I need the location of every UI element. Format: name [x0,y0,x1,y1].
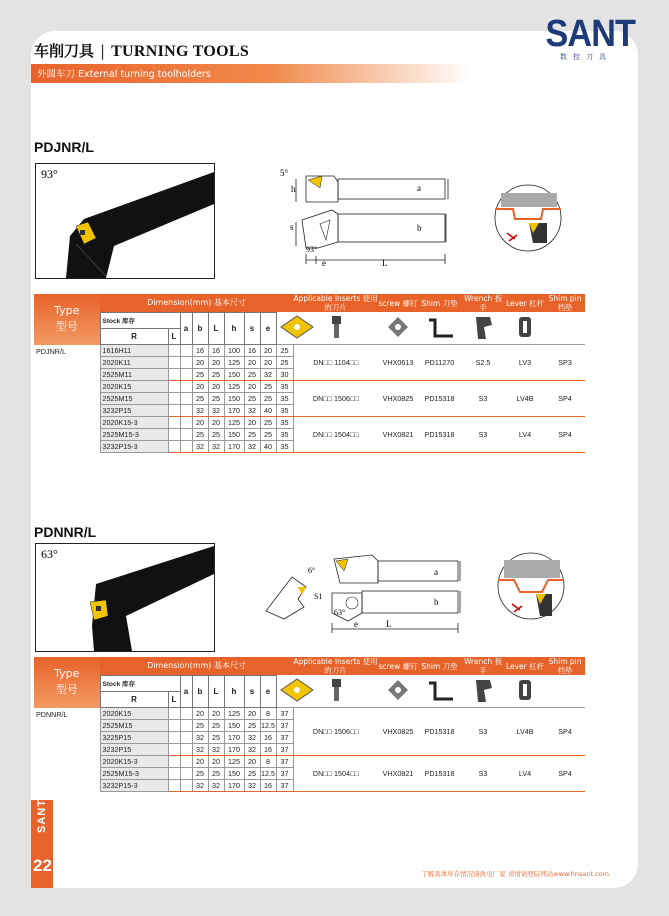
dim-cell: 25 [244,720,260,732]
side-tab [31,800,53,888]
dim-cell: 20 [260,345,276,357]
model-cell: 2525M15 [100,393,168,405]
page-title [34,40,249,61]
lever-cell: LV4B [505,381,545,417]
dim-cell: 20 [260,357,276,369]
logo-text: SANT [545,13,636,55]
dim-cell: 25 [276,357,293,369]
screw-cell: VHX0825 [378,381,418,417]
lever-cell: LV4 [505,756,545,792]
dim-cell: 25 [260,429,276,441]
screw-cell: VHX0613 [378,345,418,381]
dimension-header: Dimension(mm) 基本尺寸 [100,294,293,312]
application-diagram-pdjnr [493,183,563,253]
insert-cell: DN□□ 1506□□ [293,381,378,417]
lever-header: Lever 杠杆 [505,298,545,308]
wrench-header: Wrench 扳手 [463,294,503,312]
dim-cell: 32 [192,780,208,792]
label-a: a [417,183,421,193]
shim-cell: PD15318 [418,708,461,756]
dim-cell: 40 [260,405,276,417]
dim-cell: 12.5 [261,769,275,778]
wrench-cell: S2.5 [461,345,505,381]
spec-table-pdnnr: Type 型号 Dimension(mm) 基本尺寸 Applicable Inserts 使用的刀片 screw 螺钉 Shim 刀垫 Wrench 扳手 Lever 杠杆 Shim pin 档垫 Stock 库存 a b L h s e R L PDNNR/L 2020K15 20 20 125 20 8 37 DN□□ 1506□□ VHX0825 PD15318 S3 LV4B SP4 2525M15 25 25 150 25 12.5 37 3225P15 32 25 170 32 16 37 3232P15 32 32 170 32 16 37 2020K15-3 20 20 125 20 8 37 DN□□ 1504□□ VHX0821 PD15318 S3 LV4 SP4 2525M15-3 25 25 150 25 12.5 37 3232P15-3 32 32 170 32 16 37 [34,657,585,792]
label-L: L [386,619,392,629]
label-5deg: 5° [280,168,289,178]
model-cell: 2525M15 [100,720,168,732]
sant-logo [541,13,636,62]
model-cell: 3232P15-3 [100,780,168,792]
spec-table-pdjnr: Type 型号 Dimension(mm) 基本尺寸 Applicable Inserts 使用的刀片 screw 螺钉 Shim 刀垫 Wrench 扳手 Lever 杠杆 Shim pin 档垫 Stock 库存 a b L h s e R L PDJNR/L 1616H11 16 16 100 16 20 25 DN□□ 1104□□ VHX0613 PD11270 S2.5 LV3 SP3 2020K11 20 20 125 20 20 25 2525M11 25 25 150 25 32 30 2020K15 20 20 125 20 25 35 DN□□ 1506□□ VHX0825 PD15318 S3 LV4B SP4 2525M15 25 25 150 25 25 35 3232P15 32 32 170 32 40 35 2020K15-3 20 20 125 20 25 35 DN□□ 1504□□ VHX0821 PD15318 S3 LV4 SP4 2525M15-3 25 25 150 25 25 35 3232P15-3 32 32 170 32 40 35 [34,294,585,453]
model-cell: 3232P15-3 [100,441,168,453]
wrench-icon [418,312,461,345]
dim-cell: 20 [192,756,208,768]
stock-r-cell [168,405,180,417]
dim-cell: 20 [244,417,260,429]
dim-cell: 35 [276,441,293,453]
shim-pin-header: Shim pin 档垫 [548,657,582,675]
dim-cell: 40 [260,441,276,453]
label-e: e [354,619,358,629]
inserts-header: Applicable Inserts 使用的刀片 [293,294,378,312]
stock-l-cell [180,744,192,756]
stock-r-cell [168,441,180,453]
lever-header: Lever 杠杆 [505,661,545,671]
model-cell: 2020K15-3 [100,417,168,429]
r-header: R [100,691,168,707]
dim-cell: 37 [276,708,293,720]
dim-cell: 16 [260,780,276,792]
dim-cell: 32 [244,441,260,453]
dim-cell: 25 [244,369,260,381]
dim-cell: 25 [192,768,208,780]
model-cell: 3232P15 [100,744,168,756]
stock-l-cell [180,441,192,453]
type-header: Type 型号 [34,294,100,345]
model-cell: 3232P15 [100,405,168,417]
stock-l-cell [180,429,192,441]
stock-r-cell [168,720,180,732]
label-93deg: 93° [306,245,318,254]
dim-cell: 32 [244,744,260,756]
stock-l-cell [180,417,192,429]
wrench-cell: S3 [461,756,505,792]
tool-photo-pdjnr [35,163,215,279]
wrench-cell: S3 [461,381,505,417]
dim-cell: 32 [244,732,260,744]
dim-cell: 125 [224,417,244,429]
logo-subtext: 数控刀具 [560,53,612,61]
inserts-header: Applicable Inserts 使用的刀片 [293,657,378,675]
dim-cell: 16 [192,345,208,357]
model-cell: 1616H11 [100,345,168,357]
label-s: s [290,222,294,232]
dim-cell: 170 [224,780,244,792]
dim-cell: 125 [224,357,244,369]
l-header: L [168,328,180,344]
model-cell: 2525M11 [100,369,168,381]
stock-r-cell [168,357,180,369]
type-header: Type 型号 [34,657,100,708]
dim-cell: 25 [192,393,208,405]
title-en: TURNING TOOLS [111,43,250,60]
table-row [34,381,585,393]
spec-rows-pdnnr [34,708,585,792]
dim-cell: 150 [224,768,244,780]
dim-cell: 150 [224,369,244,381]
dim-cell: 20 [208,417,224,429]
dim-cell: 32 [244,780,260,792]
dim-cell: 150 [224,393,244,405]
stock-r-cell [168,708,180,720]
dim-cell: 25 [208,393,224,405]
dim-cell: 20 [208,708,224,720]
shim-header: Shim 刀垫 [421,661,458,671]
l-header: L [168,691,180,707]
dim-cell: 125 [224,708,244,720]
title-cn: 车削刀具 [34,42,95,60]
screw-cell: VHX0821 [378,417,418,453]
lever-icon [461,675,505,708]
label-63deg: 63° [334,608,346,617]
dim-cell: 25 [192,720,208,732]
dim-cell: 8 [260,756,276,768]
label-b: b [434,597,439,607]
dim-cell: 35 [276,417,293,429]
table-row [34,417,585,429]
stock-r-cell [168,768,180,780]
dim-cell: 25 [208,732,224,744]
dim-cell: 20 [244,357,260,369]
dim-cell: 20 [192,417,208,429]
toolholder-image [36,544,214,651]
label-L: L [382,258,388,268]
dim-cell: 37 [276,720,293,732]
screw-cell: VHX0821 [378,756,418,792]
dim-cell: 37 [276,768,293,780]
dim-cell: 20 [208,357,224,369]
stock-r-cell [168,393,180,405]
dim-cell: 32 [192,732,208,744]
stock-l-cell [180,720,192,732]
dim-cell: 30 [276,369,293,381]
pin-cell: SP4 [545,417,585,453]
table-row [34,756,585,768]
section-title-pdnnr: PDNNR/L [34,524,97,540]
dim-cell: 35 [276,429,293,441]
stock-header: Stock 库存 [100,675,180,691]
table-row [34,708,585,720]
application-diagram-pdnnr [496,550,566,622]
dim-cell: 25 [276,345,293,357]
dim-cell: 20 [192,708,208,720]
stock-l-cell [180,756,192,768]
dim-cell: 25 [244,393,260,405]
model-cell: 2525M15-3 [100,768,168,780]
stock-l-cell [180,768,192,780]
dim-cell: 20 [192,357,208,369]
dim-cell: 35 [276,393,293,405]
label-e: e [322,258,326,268]
dim-cell: 20 [244,708,260,720]
stock-l-cell [180,357,192,369]
dim-cell: 32 [260,369,276,381]
dim-cell: 32 [192,405,208,417]
dim-cell: 150 [224,720,244,732]
model-cell: 2525M15-3 [100,429,168,441]
stock-l-cell [180,345,192,357]
section-title-pdjnr: PDJNR/L [34,139,94,155]
dim-cell: 20 [208,756,224,768]
stock-l-cell [180,381,192,393]
stock-r-cell [168,780,180,792]
label-6deg: 6° [308,566,316,575]
stock-r-cell [168,756,180,768]
dim-cell: 25 [260,417,276,429]
shim-pin-icon [505,675,545,708]
model-cell: 2020K15 [100,708,168,720]
dimension-drawing-pdjnr [278,162,453,272]
wrench-cell: S3 [461,417,505,453]
dim-cell: 16 [260,732,276,744]
stock-l-cell [180,708,192,720]
dim-cell: 32 [192,744,208,756]
dim-cell: 35 [276,405,293,417]
dim-cell: 20 [192,381,208,393]
photo-angle: 93° [41,167,58,181]
shim-icon [378,312,418,345]
dim-cell: 25 [208,720,224,732]
dim-cell: 32 [192,441,208,453]
dim-cell: 25 [260,393,276,405]
dim-cell: 20 [244,756,260,768]
dim-cell: 170 [224,732,244,744]
insert-cell: DN□□ 1504□□ [293,756,378,792]
dim-cell: 125 [224,381,244,393]
dim-cell: 25 [260,381,276,393]
wrench-icon [418,675,461,708]
dim-cell: 16 [260,744,276,756]
dim-cell: 170 [224,744,244,756]
dim-cell: 25 [192,429,208,441]
stock-r-cell [168,429,180,441]
label-b: b [417,223,422,233]
insert-icon [276,312,293,345]
table-row [34,345,585,357]
insert-cell: DN□□ 1104□□ [293,345,378,381]
dim-cell: 20 [244,381,260,393]
model-cell: 2020K15 [100,381,168,393]
dim-cell: 37 [276,744,293,756]
shim-header: Shim 刀垫 [421,298,458,308]
dim-cell: 170 [224,441,244,453]
lever-cell: LV3 [505,345,545,381]
dim-cell: 25 [244,429,260,441]
dim-cell: 125 [224,756,244,768]
dim-cell: 32 [208,780,224,792]
type-label: PDNNR/L [34,708,100,792]
lever-icon [461,312,505,345]
insert-icon [276,675,293,708]
dim-cell: 25 [208,429,224,441]
insert-cell: DN□□ 1504□□ [293,417,378,453]
toolholder-image [36,164,214,278]
shim-cell: PD15318 [418,381,461,417]
stock-r-cell [168,417,180,429]
dim-cell: 37 [276,756,293,768]
dim-cell: 150 [224,429,244,441]
spec-rows-pdjnr [34,345,585,453]
shim-cell: PD15318 [418,417,461,453]
dim-cell: 100 [224,345,244,357]
model-cell: 2020K11 [100,357,168,369]
stock-header: Stock 库存 [100,312,180,328]
lever-cell: LV4B [505,708,545,756]
dim-cell: 32 [208,744,224,756]
shim-pin-header: Shim pin 档垫 [548,294,582,312]
label-a: a [434,567,438,577]
model-cell: 3225P15 [100,732,168,744]
shim-cell: PD15318 [418,756,461,792]
screw-cell: VHX0825 [378,708,418,756]
side-brand: SANT [35,799,48,833]
dim-cell: 37 [276,732,293,744]
pin-cell: SP4 [545,756,585,792]
dim-cell: 25 [208,768,224,780]
stock-r-cell [168,744,180,756]
stock-r-cell [168,732,180,744]
dimension-header: Dimension(mm) 基本尺寸 [100,657,293,675]
model-cell: 2020K15-3 [100,756,168,768]
shim-icon [378,675,418,708]
stock-r-cell [168,381,180,393]
shim-pin-icon [505,312,545,345]
stock-l-cell [180,369,192,381]
dim-cell: 25 [192,369,208,381]
screw-header: screw 螺钉 [378,298,418,308]
stock-l-cell [180,393,192,405]
dim-cell: 35 [276,381,293,393]
stock-r-cell [168,345,180,357]
stock-l-cell [180,732,192,744]
label-s1: S1 [314,592,323,601]
type-label: PDJNR/L [34,345,100,453]
dim-cell: 170 [224,405,244,417]
title-separator: | [100,42,106,60]
page-number: 22 [33,856,52,875]
lever-cell: LV4 [505,417,545,453]
dim-cell: 16 [244,345,260,357]
subtitle-text: 外圆车刀 External turning toolholders [37,69,211,80]
stock-l-cell [180,780,192,792]
dim-cell: 32 [208,405,224,417]
dim-cell: 8 [260,708,276,720]
dim-cell: 12.5 [261,721,275,730]
r-header: R [100,328,168,344]
dim-cell: 37 [276,780,293,792]
dim-cell: 32 [208,441,224,453]
insert-cell: DN□□ 1506□□ [293,708,378,756]
dimension-drawing-pdnnr [262,547,462,637]
dim-cell: 16 [208,345,224,357]
pin-cell: SP4 [545,381,585,417]
shim-cell: PD11270 [418,345,461,381]
tool-photo-pdnnr [35,543,215,652]
label-h: h [291,184,296,194]
stock-r-cell [168,369,180,381]
dim-cell: 25 [208,369,224,381]
dim-cell: 20 [208,381,224,393]
wrench-header: Wrench 扳手 [463,657,503,675]
pin-cell: SP4 [545,708,585,756]
subtitle-bar [31,64,471,83]
dim-cell: 25 [244,768,260,780]
screw-header: screw 螺钉 [378,661,418,671]
pin-cell: SP3 [545,345,585,381]
dim-cell: 32 [244,405,260,417]
photo-angle: 63° [41,547,58,561]
wrench-cell: S3 [461,708,505,756]
stock-l-cell [180,405,192,417]
footer-note: 了解具体库存情况请致电厂家 详情请登陆网站www.hnsant.com [421,870,609,878]
